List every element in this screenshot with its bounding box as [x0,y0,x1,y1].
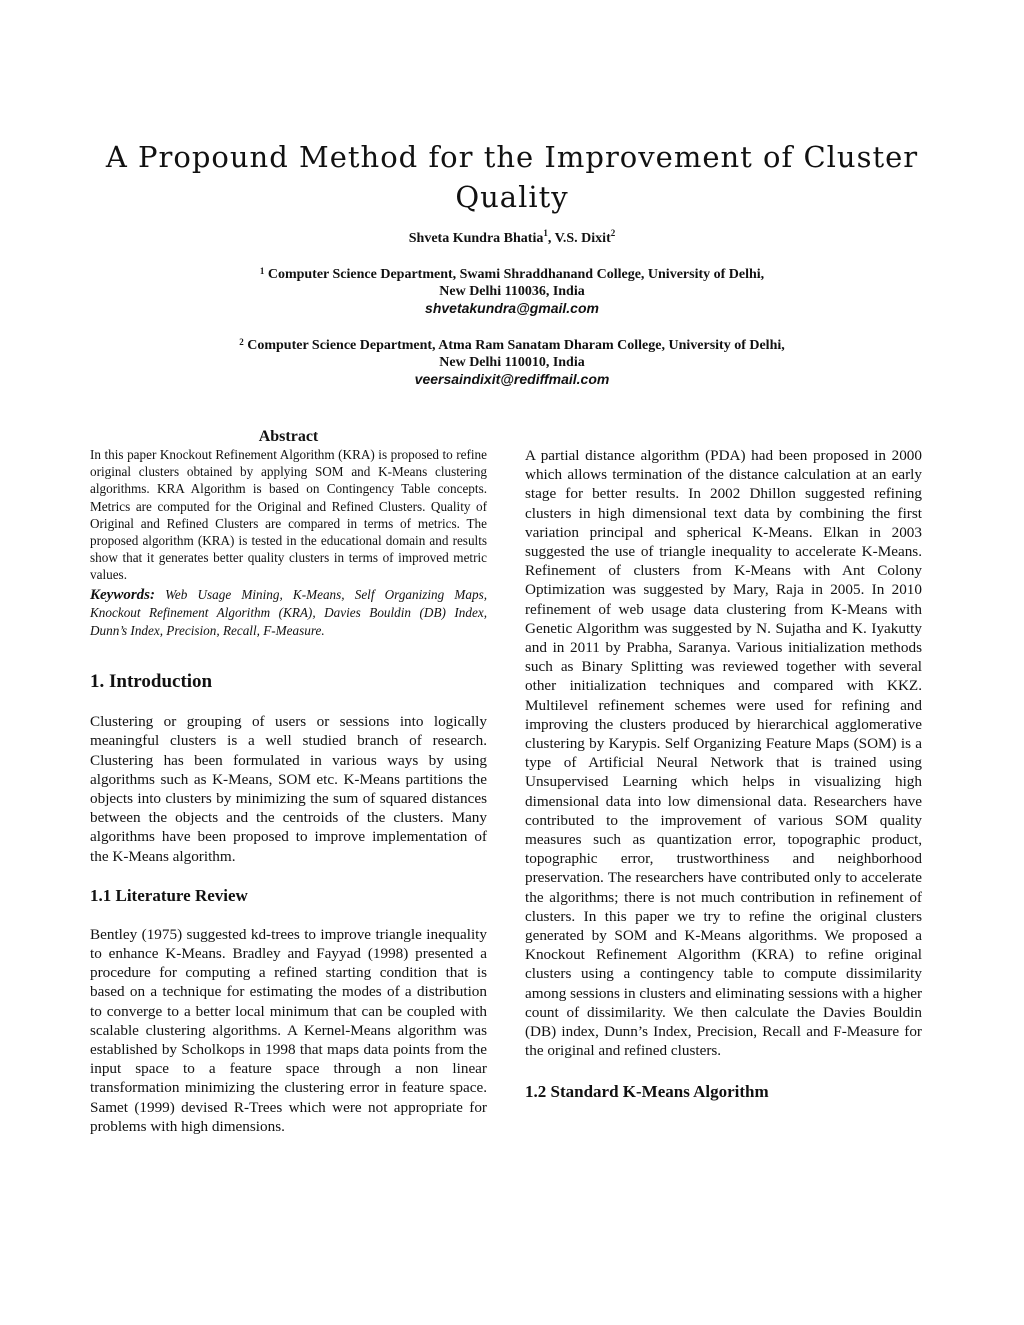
author-separator: , [547,231,555,246]
affiliation-mark: 1 [259,266,265,276]
keywords-list: Web Usage Mining, K-Means, Self Organizing Maps, Knockout Refinement Algorithm (KRA), Davies Bouldin (DB) Index, Dunn’s Index, Precision, Recall, F-Measure. [90,586,488,638]
paper-title: A Propound Method for the Improvement of Cluster Quality [105,140,919,215]
affiliation-email[interactable]: veersaindixit@rediffmail.com [414,371,610,387]
keywords [90,586,487,640]
affiliation-address: New Delhi 110010, India [439,355,585,370]
affiliation-email[interactable]: shvetakundra@gmail.com [425,300,599,316]
affiliation-mark: 2 [239,337,244,347]
affiliation-department: Computer Science Department, Atma Ram Sanatam Dharam College, University of Delhi, [247,338,785,353]
abstract-heading: Abstract [258,428,319,445]
author-affiliation-mark: 2 [610,228,616,238]
author-name: V.S. Dixit [554,231,611,246]
section-heading-introduction: 1. Introduction [90,671,213,693]
affiliation-1 [0,266,1024,317]
keywords-label: Keywords: [90,586,155,603]
author-name: Shveta Kundra Bhatia [408,231,544,246]
author-affiliation-mark: 1 [543,228,548,238]
introduction-paragraph: Clustering or grouping of users or sessions into logically meaningful clusters is a well studied branch of research. Clustering has been formulated in various ways by using algorithms such as K-Means, SOM etc. K-Means partitions the objects into clusters by minimizing the sum of squared distances between the objects and the centroids of the clusters. Many algorithms have been proposed to improve implementation of the K-Means algorithm. [90,713,487,865]
affiliation-2 [0,337,1024,388]
subsection-heading-literature-review: 1.1 Literature Review [90,885,248,905]
affiliation-address: New Delhi 110036, India [439,284,585,299]
literature-review-paragraph: Bentley (1975) suggested kd-trees to improve triangle inequality to enhance K-Means. Bradley and Fayyad (1998) presented a procedure for computing a refined starting condition that is based on a technique for estimating the modes of a distribution to converge to a better local minimum that can be coupled with scalable clustering algorithms. A Kernel-Means algorithm was established by Scholkops in 1998 that maps data points from the input space to a feature space through a non linear transformation minimizing the clustering error in feature space. Samet (1999) devised R-Trees which were not appropriate for problems with high dimensions. [90,925,487,1135]
left-column [90,427,487,1136]
author-line [0,228,1024,247]
right-column [525,446,922,1121]
literature-review-paragraph-continued: A partial distance algorithm (PDA) had been proposed in 2000 which allows termination of the distance calculation at an early stage for better results. In 2002 Dhillon suggested refining clusters in high dimensional text data by combining the first variation principal and spherical K-Means. Elkan in 2003 suggested the use of triangle inequality to accelerate K-Means. Refinement of clusters from K-Means with Ant Colony Optimization was suggested by Mary, Raja in 2005. In 2010 refinement of web usage data clustering from K-Means with Genetic Algorithm was suggested by N. Sujatha and K. Iyakutty and in 2011 by Prabha, Saranya. Various initialization methods such as Binary Splitting was reviewed together with several other initialization techniques and compared with KKZ. Multilevel refinement schemes were used for refining and improving the clusters produced by hierarchical agglomerative clustering by Karypis. Self Organizing Feature Maps (SOM) is a type of Artificial Neural Network that is trained using Unsupervised Learning which helps in visualizing high dimensional data into low dimensional data. Researchers have contributed to the improvement of various SOM quality measures such as quantization error, topographic product, topographic error, trustworthiness and neighborhood preservation. The researchers have contributed only to accelerate the algorithms; there is not much contribution in refinement of clusters. In this paper we try to refine the original clusters generated by SOM and K-Means algorithms. We proposed a Knockout Refinement Algorithm (KRA) to refine original clusters using a contingency table to compute dissimilarity among sessions in clusters and eliminating sessions with a higher count of dissimilarity. We then calculate the Davies Bouldin (DB) index, Dunn’s Index, Precision, Recall and F-Measure for the original and refined clusters. [525,447,922,1060]
subsection-heading-standard-kmeans: 1.2 Standard K-Means Algorithm [525,1081,769,1101]
affiliation-department: Computer Science Department, Swami Shraddhanand College, University of Delhi, [267,267,765,282]
abstract-text: In this paper Knockout Refinement Algorithm (KRA) is proposed to refine original clusters obtained by applying SOM and K-Means clustering algorithms. KRA Algorithm is based on Contingency Table concepts. Metrics are computed for the Original and Refined Clusters. Quality of Original and Refined Clusters are compared in terms of metrics. The proposed algorithm (KRA) is tested in the educational domain and results show that it generates better quality clusters in terms of improved metric values. [90,447,487,583]
